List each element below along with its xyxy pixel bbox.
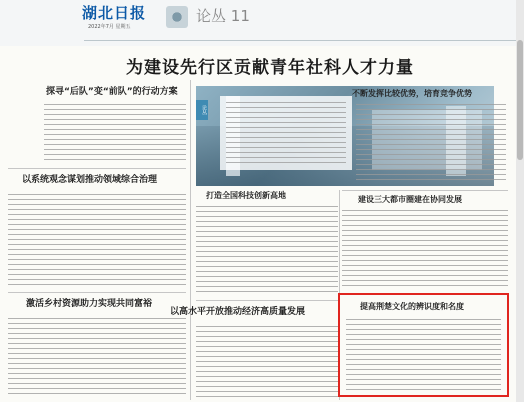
page-number: 11 — [230, 7, 250, 25]
masthead-rule — [84, 40, 524, 41]
edition-info: 2022年7月 星期五 — [88, 24, 131, 30]
article-body — [8, 194, 186, 288]
section-title — [196, 5, 250, 26]
article-body — [8, 318, 186, 398]
intro-box — [220, 96, 352, 170]
highlighted-article[interactable] — [338, 293, 509, 397]
divider — [196, 300, 338, 301]
article-body — [342, 210, 508, 288]
divider — [342, 190, 508, 191]
column-divider — [190, 80, 191, 400]
divider — [8, 168, 186, 169]
paper-logo — [82, 2, 154, 28]
intro-text — [226, 102, 346, 164]
article-body — [196, 206, 338, 294]
emblem-icon — [166, 6, 188, 28]
article-title[interactable]: 激活乡村资源助力实现共同富裕 — [26, 299, 153, 309]
masthead — [0, 0, 524, 46]
article-body — [44, 104, 186, 162]
article-title[interactable]: 打造全国科技创新高地 — [206, 191, 286, 200]
section-tag: 论丛 — [196, 100, 208, 120]
article-title[interactable]: 提高荆楚文化的辨识度和名度 — [360, 302, 464, 311]
article-title[interactable]: 建设三大都市圈建在协同发展 — [358, 195, 462, 204]
article-body — [356, 104, 506, 184]
article-body — [346, 319, 501, 393]
article-title[interactable]: 以系统观念谋划推动领域综合治理 — [22, 175, 158, 185]
page-headline: 为建设先行区贡献青年社科人才力量 — [126, 58, 414, 78]
divider — [8, 292, 186, 293]
scroll-thumb[interactable] — [517, 40, 523, 160]
article-title[interactable]: 以高水平开放推动经济高质量发展 — [170, 307, 306, 317]
section-name: 论丛 — [196, 7, 227, 25]
article-body — [196, 326, 338, 398]
scrollbar[interactable] — [516, 0, 524, 402]
paper-name: 湖北日报 — [82, 4, 147, 22]
article-title[interactable]: 不断发挥比较优势，培育竞争优势 — [352, 89, 472, 98]
article-title[interactable]: 探寻“后队”变“前队”的行动方案 — [46, 87, 178, 97]
